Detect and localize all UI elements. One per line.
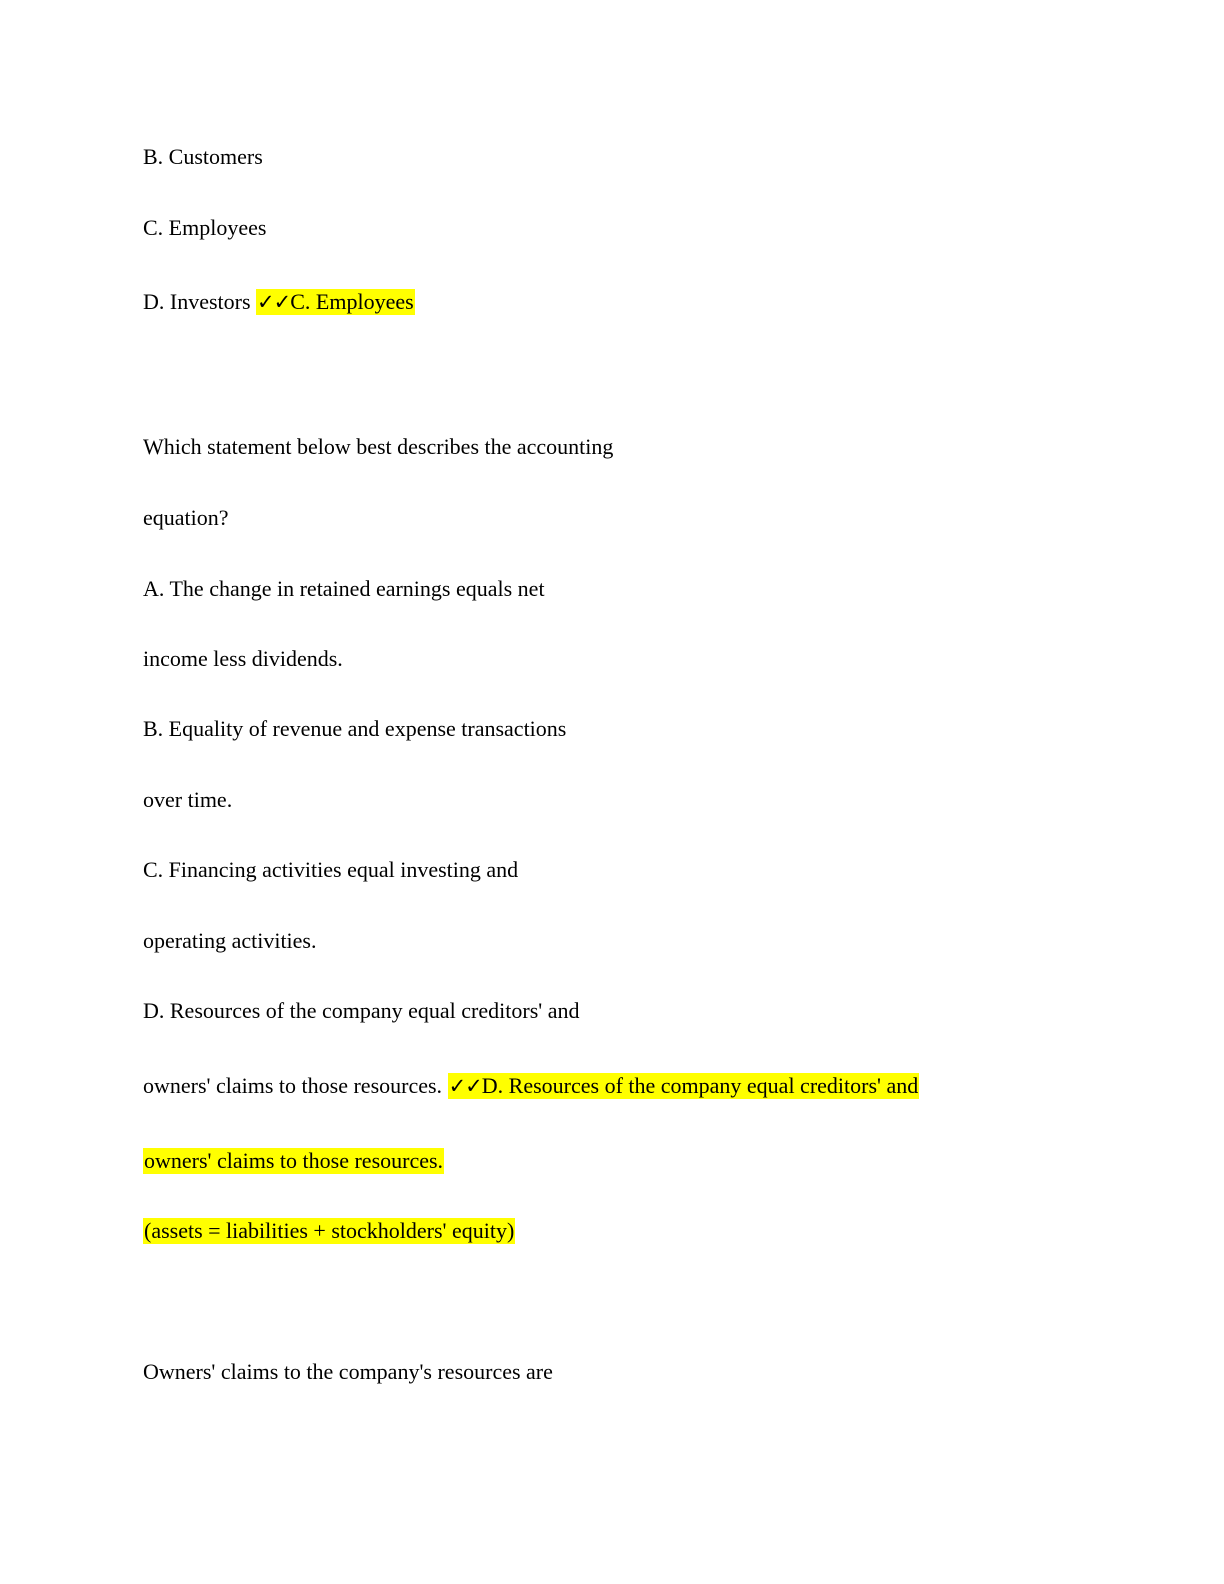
q2-option-d-line2: owners' claims to those resources. — [143, 1073, 443, 1098]
q2-option-b-line2: over time. — [143, 787, 233, 812]
q1-option-d: D. Investors — [143, 289, 251, 314]
q2-option-d-line2-row — [143, 1073, 919, 1099]
q2-option-d-line1: D. Resources of the company equal creditors' and — [143, 998, 580, 1023]
double-check-icon: ✓✓ — [257, 290, 291, 314]
q2-answer-line2-row — [143, 1148, 444, 1174]
q2-answer-line2: owners' claims to those resources. — [144, 1148, 444, 1173]
q2-question-line1: Which statement below best describes the accounting — [143, 434, 614, 459]
q2-option-a-line1: A. The change in retained earnings equals net — [143, 576, 545, 601]
double-check-icon: ✓✓ — [448, 1074, 482, 1098]
q1-option-b: B. Customers — [143, 144, 263, 169]
q2-question-line2: equation? — [143, 505, 229, 530]
q2-option-b-line1: B. Equality of revenue and expense transactions — [143, 716, 567, 741]
q2-answer-line1: D. Resources of the company equal creditors' and — [481, 1073, 919, 1098]
q2-option-a-line2: income less dividends. — [143, 646, 343, 671]
q1-option-d-line — [143, 289, 415, 315]
q1-answer: C. Employees — [290, 289, 414, 314]
q2-option-c-line2: operating activities. — [143, 928, 317, 953]
q2-answer-highlight — [448, 1073, 920, 1099]
q3-question-line1: Owners' claims to the company's resources are — [143, 1359, 553, 1384]
q2-explanation: (assets = liabilities + stockholders' equity) — [144, 1218, 515, 1243]
q2-explanation-row — [143, 1218, 515, 1244]
q1-answer-highlight — [256, 289, 415, 315]
q2-option-c-line1: C. Financing activities equal investing and — [143, 857, 519, 882]
q1-option-c: C. Employees — [143, 215, 267, 240]
